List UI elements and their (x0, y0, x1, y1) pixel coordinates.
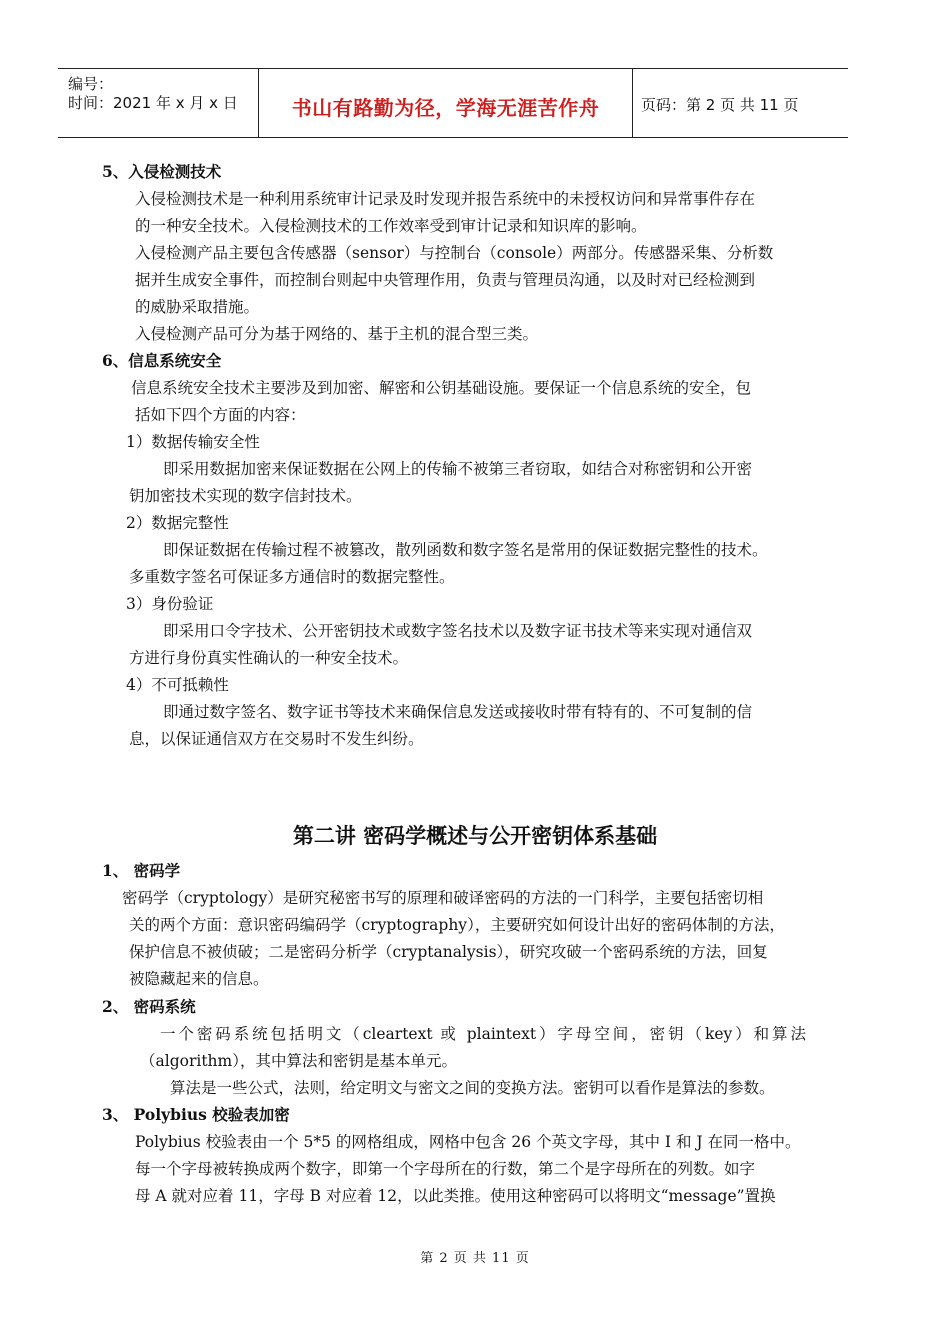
section-heading: 3、 Polybius 校验表加密 (102, 1105, 290, 1124)
lecture-title: 第二讲 密码学概述与公开密钥体系基础 (292, 824, 658, 848)
paragraph-line: 入侵检测产品主要包含传感器（sensor）与控制台（console）两部分。传感器采集、分析数 (135, 244, 774, 262)
section-heading: 2、 密码系统 (102, 997, 196, 1016)
paragraph-line: 入侵检测产品可分为基于网络的、基于主机的混合型三类。 (135, 325, 539, 343)
page-header (58, 68, 848, 138)
paragraph-line: 密码学（cryptology）是研究秘密书写的原理和破译密码的方法的一门科学，主要包括密切相 (122, 889, 764, 907)
list-item-title: 3）身份验证 (126, 595, 214, 613)
paragraph-line: 息，以保证通信双方在交易时不发生纠纷。 (129, 730, 424, 748)
paragraph-line: 入侵检测技术是一种利用系统审计记录及时发现并报告系统中的未授权访问和异常事件存在 (135, 190, 756, 208)
paragraph-line: 多重数字签名可保证多方通信时的数据完整性。 (129, 568, 455, 586)
serial-label: 编号： (68, 75, 114, 93)
paragraph-line: 母 A 就对应着 11，字母 B 对应着 12，以此类推。使用这种密码可以将明文“message”置换 (135, 1187, 776, 1205)
page-label: 页码：第 2 页 共 11 页 (641, 96, 799, 114)
motto-text: 书山有路勤为径，学海无涯苦作舟 (291, 96, 600, 120)
paragraph-line: 括如下四个方面的内容： (135, 406, 306, 424)
paragraph-line: 每一个字母被转换成两个数字，即第一个字母所在的行数，第二个是字母所在的列数。如字 (135, 1160, 756, 1178)
section-heading: 6、信息系统安全 (102, 351, 222, 370)
list-item-title: 4）不可抵赖性 (126, 676, 229, 694)
paragraph-line: 一个密码系统包括明文（cleartext 或 plaintext）字母空间，密钥（key）和算法 (160, 1025, 806, 1043)
paragraph-line: 关的两个方面：意识密码编码学（cryptography），主要研究如何设计出好的密码体制的方法， (129, 916, 785, 934)
paragraph-line: 被隐藏起来的信息。 (129, 970, 269, 988)
header-meta-cell (58, 69, 258, 137)
paragraph-line: 即采用口令字技术、公开密钥技术或数字签名技术以及数字证书技术等来实现对通信双 (163, 622, 753, 640)
header-page-cell (633, 69, 848, 137)
paragraph-line: 算法是一些公式，法则，给定明文与密文之间的变换方法。密钥可以看作是算法的参数。 (170, 1079, 775, 1097)
paragraph-line: 即采用数据加密来保证数据在公网上的传输不被第三者窃取，如结合对称密钥和公开密 (163, 460, 753, 478)
paragraph-line: 方进行身份真实性确认的一种安全技术。 (129, 649, 409, 667)
paragraph-line: 钥加密技术实现的数字信封技术。 (129, 487, 362, 505)
paragraph-line: Polybius 校验表由一个 5*5 的网格组成，网格中包含 26 个英文字母，其中 I 和 J 在同一格中。 (135, 1133, 801, 1151)
paragraph-line: 即保证数据在传输过程不被篡改，散列函数和数字签名是常用的保证数据完整性的技术。 (163, 541, 768, 559)
header-motto-cell (258, 69, 633, 137)
time-label: 时间：2021 年 x 月 x 日 (68, 94, 238, 112)
paragraph-line: 的一种安全技术。入侵检测技术的工作效率受到审计记录和知识库的影响。 (135, 217, 647, 235)
paragraph-line: （algorithm），其中算法和密钥是基本单元。 (140, 1052, 457, 1070)
list-item-title: 2）数据完整性 (126, 514, 229, 532)
section-heading: 5、入侵检测技术 (102, 162, 222, 181)
paragraph-line: 即通过数字签名、数字证书等技术来确保信息发送或接收时带有特有的、不可复制的信 (163, 703, 753, 721)
paragraph-line: 据并生成安全事件，而控制台则起中央管理作用，负责与管理员沟通，以及时对已经检测到 (135, 271, 756, 289)
page-footer: 第 2 页 共 11 页 (420, 1251, 530, 1266)
paragraph-line: 保护信息不被侦破；二是密码分析学（cryptanalysis），研究攻破一个密码系统的方法，回复 (129, 943, 768, 961)
section-heading: 1、 密码学 (102, 861, 181, 880)
list-item-title: 1）数据传输安全性 (126, 433, 260, 451)
paragraph-line: 的威胁采取措施。 (135, 298, 260, 316)
paragraph-line: 信息系统安全技术主要涉及到加密、解密和公钥基础设施。要保证一个信息系统的安全，包 (131, 379, 752, 397)
